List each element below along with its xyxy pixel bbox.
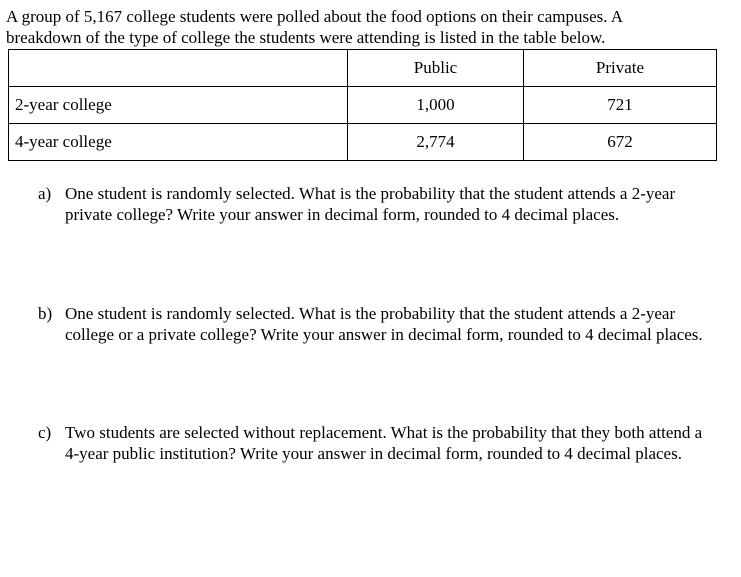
question-b-text: One student is randomly selected. What is the probability that the student attends a 2-year college or a private college? Write your answer in decimal form, rounded to 4 decimal places.	[65, 304, 703, 344]
question-c-text: Two students are selected without replacement. What is the probability that they both attend a 4-year public institution? Write your answer in decimal form, rounded to 4 decimal places.	[65, 423, 703, 463]
cell-4year-private: 672	[524, 124, 717, 161]
college-enrollment-table	[8, 49, 717, 161]
intro-line-2: breakdown of the type of college the students were attending is listed in the table below.	[6, 28, 606, 47]
table-header-row	[9, 50, 717, 87]
intro-paragraph	[6, 6, 738, 48]
table-header-public: Public	[348, 50, 524, 87]
table-row-2year	[9, 87, 717, 124]
cell-2year-private: 721	[524, 87, 717, 124]
question-a	[38, 183, 741, 225]
table-header-private: Private	[524, 50, 717, 87]
question-a-label: a)	[38, 184, 52, 203]
question-c-label: c)	[38, 423, 52, 442]
question-a-text: One student is randomly selected. What is the probability that the student attends a 2-year private college? Write your answer in decimal form, rounded to 4 decimal places.	[65, 184, 676, 224]
cell-2year-public: 1,000	[348, 87, 524, 124]
row-label-4year: 4-year college	[9, 124, 348, 161]
table-row-4year	[9, 124, 717, 161]
table-corner-cell	[9, 50, 348, 87]
question-b	[38, 303, 741, 345]
row-label-2year: 2-year college	[9, 87, 348, 124]
cell-4year-public: 2,774	[348, 124, 524, 161]
worksheet-page	[0, 6, 741, 577]
question-c	[38, 422, 741, 464]
intro-line-1: A group of 5,167 college students were polled about the food options on their campuses. A	[6, 7, 624, 26]
question-b-label: b)	[38, 304, 53, 323]
